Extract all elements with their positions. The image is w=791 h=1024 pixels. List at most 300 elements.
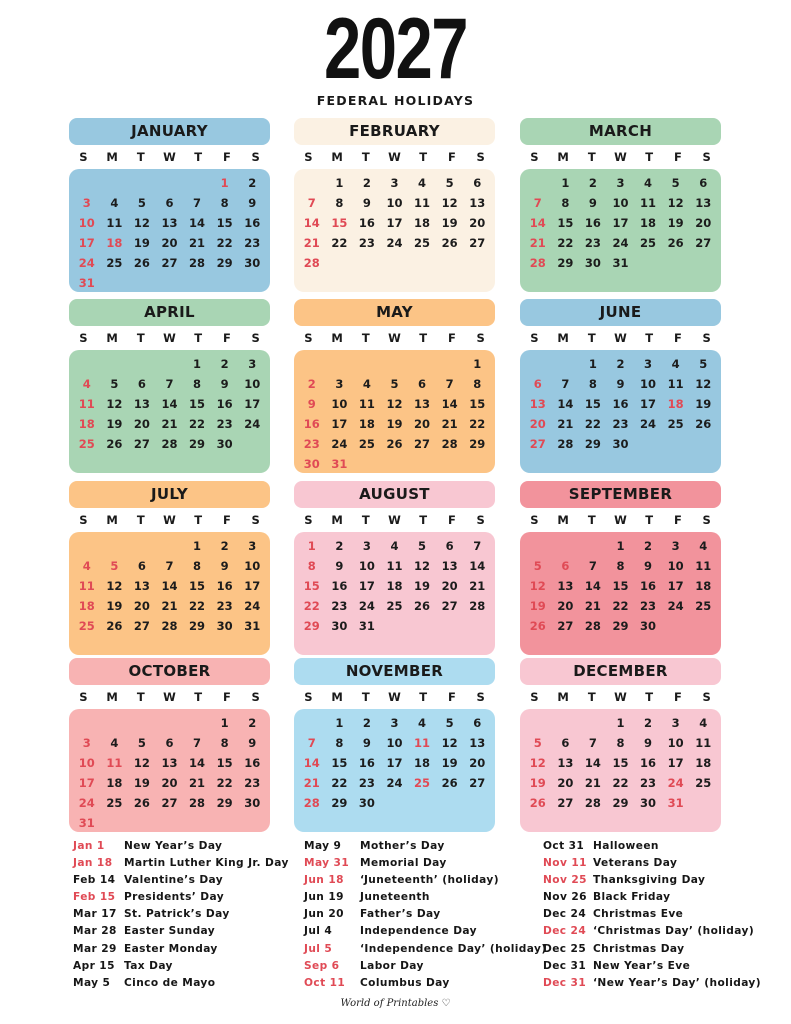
- holiday-row: [73, 889, 289, 906]
- day-cell: 8: [588, 377, 597, 391]
- day-cell-highlighted: 28: [529, 256, 546, 270]
- day-cell-highlighted: 11: [78, 397, 95, 411]
- weekday-label: S: [530, 513, 539, 527]
- day-cell-highlighted: 27: [529, 437, 546, 451]
- day-cell: 4: [390, 539, 399, 553]
- holiday-name: Father’s Day: [360, 908, 441, 921]
- day-cell: 18: [414, 756, 431, 770]
- holiday-row: [304, 906, 547, 923]
- holiday-name: New Year’s Day: [124, 840, 223, 852]
- day-cell: 6: [165, 736, 174, 750]
- holiday-name: Easter Monday: [124, 942, 218, 955]
- day-cell: 20: [695, 216, 712, 230]
- empty-cell: [579, 713, 607, 733]
- day-cell: 25: [667, 417, 684, 431]
- day-cell: 14: [557, 397, 574, 411]
- day-cell-highlighted: 18: [78, 417, 95, 431]
- day-cell: 25: [106, 256, 123, 270]
- day-cell-highlighted: 29: [303, 619, 320, 633]
- day-cell: 22: [612, 776, 629, 790]
- weekday-label: W: [614, 513, 627, 527]
- day-cell: 26: [106, 437, 123, 451]
- day-cell: 1: [193, 357, 202, 371]
- day-cell-highlighted: 5: [110, 559, 119, 573]
- day-cell: 8: [193, 559, 202, 573]
- day-cell: 14: [189, 216, 206, 230]
- day-cell: 26: [441, 776, 458, 790]
- holiday-row: [543, 958, 761, 975]
- weekday-label: F: [673, 690, 682, 704]
- day-cell: 25: [640, 236, 657, 250]
- day-cell: 27: [161, 796, 178, 810]
- day-cell-highlighted: 31: [78, 816, 95, 830]
- month-august: [294, 481, 495, 655]
- month-july: [69, 481, 270, 655]
- holiday-date: Dec 31: [543, 976, 587, 989]
- weekday-label: T: [645, 150, 654, 164]
- weekday-label: M: [557, 331, 569, 345]
- weekday-label: W: [614, 150, 627, 164]
- day-cell: 26: [386, 437, 403, 451]
- day-cell: 1: [193, 539, 202, 553]
- holiday-row: [304, 872, 547, 889]
- day-cell-highlighted: 1: [220, 176, 229, 190]
- weekday-header: [69, 326, 270, 350]
- subtitle: FEDERAL HOLIDAYS: [316, 93, 475, 108]
- holiday-name: Tax Day: [124, 959, 173, 972]
- empty-cell: [183, 173, 211, 193]
- weekday-header: [69, 508, 270, 532]
- holiday-name: Thanksgiving Day: [593, 874, 706, 887]
- empty-cell: [156, 173, 184, 193]
- holiday-date: Mar 28: [73, 925, 117, 938]
- day-cell: 22: [331, 236, 348, 250]
- empty-cell: [552, 354, 580, 374]
- day-cell-highlighted: 25: [414, 776, 431, 790]
- month-days: [520, 532, 721, 655]
- day-cell: 4: [699, 539, 708, 553]
- empty-cell: [408, 354, 436, 374]
- day-cell: 22: [469, 417, 486, 431]
- day-cell: 6: [473, 176, 482, 190]
- weekday-label: F: [222, 150, 231, 164]
- day-cell: 11: [358, 397, 375, 411]
- holiday-date: Jan 1: [73, 840, 105, 852]
- day-cell: 27: [557, 619, 574, 633]
- weekday-label: W: [388, 331, 401, 345]
- day-cell: 18: [695, 756, 712, 770]
- day-cell: 19: [414, 579, 431, 593]
- day-cell: 11: [106, 216, 123, 230]
- weekday-label: S: [304, 690, 313, 704]
- day-cell: 20: [469, 756, 486, 770]
- day-cell: 19: [133, 236, 150, 250]
- day-cell: 1: [616, 716, 625, 730]
- day-cell: 7: [193, 196, 202, 210]
- day-cell-highlighted: 10: [78, 216, 95, 230]
- holiday-date: Jun 18: [304, 874, 344, 887]
- day-cell: 21: [584, 776, 601, 790]
- day-cell: 13: [161, 756, 178, 770]
- day-cell: 7: [445, 377, 454, 391]
- day-cell: 27: [695, 236, 712, 250]
- day-cell: 4: [699, 716, 708, 730]
- holiday-row: [73, 838, 289, 855]
- holiday-name: Easter Sunday: [124, 925, 216, 938]
- day-cell: 24: [386, 776, 403, 790]
- day-cell: 9: [362, 736, 371, 750]
- month-days: [69, 709, 270, 832]
- holiday-name: Valentine’s Day: [124, 874, 224, 887]
- day-cell: 7: [561, 377, 570, 391]
- day-cell-highlighted: 11: [78, 579, 95, 593]
- day-cell: 23: [612, 417, 629, 431]
- day-cell: 16: [640, 579, 657, 593]
- holiday-date: Nov 25: [543, 874, 587, 887]
- day-cell: 21: [469, 579, 486, 593]
- day-cell-highlighted: 19: [529, 599, 546, 613]
- weekday-label: M: [106, 331, 118, 345]
- day-cell-highlighted: 18: [667, 397, 684, 411]
- weekday-label: S: [530, 150, 539, 164]
- day-cell: 6: [137, 559, 146, 573]
- weekday-label: S: [702, 150, 711, 164]
- holiday-date: May 5: [73, 976, 111, 989]
- day-cell: 11: [640, 196, 657, 210]
- month-title: MAY: [294, 299, 495, 326]
- day-cell: 11: [695, 736, 712, 750]
- weekday-label: S: [702, 331, 711, 345]
- holiday-name: Presidents’ Day: [124, 891, 225, 904]
- day-cell-highlighted: 7: [307, 736, 316, 750]
- weekday-label: W: [388, 513, 401, 527]
- weekday-label: T: [361, 513, 370, 527]
- day-cell: 20: [133, 599, 150, 613]
- day-cell: 22: [331, 776, 348, 790]
- weekday-label: S: [251, 513, 260, 527]
- day-cell: 27: [133, 437, 150, 451]
- weekday-header: [520, 145, 721, 169]
- holiday-row: [543, 838, 761, 855]
- day-cell: 8: [335, 196, 344, 210]
- weekday-label: S: [251, 150, 260, 164]
- empty-cell: [183, 713, 211, 733]
- day-cell-highlighted: 13: [529, 397, 546, 411]
- day-cell: 23: [358, 236, 375, 250]
- weekday-label: T: [419, 513, 428, 527]
- day-cell: 11: [386, 559, 403, 573]
- day-cell: 2: [644, 539, 653, 553]
- day-cell: 20: [557, 776, 574, 790]
- day-cell: 23: [584, 236, 601, 250]
- day-cell: 1: [588, 357, 597, 371]
- empty-cell: [353, 354, 381, 374]
- day-cell: 2: [362, 176, 371, 190]
- holiday-name: Independence Day: [360, 925, 477, 938]
- day-cell: 12: [133, 756, 150, 770]
- day-cell: 10: [331, 397, 348, 411]
- weekday-label: W: [163, 513, 176, 527]
- day-cell: 20: [414, 417, 431, 431]
- empty-cell: [524, 536, 552, 556]
- day-cell: 28: [189, 796, 206, 810]
- weekday-label: M: [331, 150, 343, 164]
- weekday-label: M: [331, 690, 343, 704]
- day-cell: 3: [671, 539, 680, 553]
- day-cell: 17: [386, 756, 403, 770]
- holiday-name: Christmas Day: [593, 942, 685, 955]
- weekday-label: S: [530, 690, 539, 704]
- day-cell: 30: [244, 796, 261, 810]
- holiday-name: Martin Luther King Jr. Day: [124, 857, 289, 870]
- day-cell: 24: [244, 599, 261, 613]
- day-cell: 28: [584, 619, 601, 633]
- day-cell: 12: [695, 377, 712, 391]
- day-cell-highlighted: 1: [307, 539, 316, 553]
- day-cell: 27: [469, 776, 486, 790]
- holiday-row: [73, 975, 289, 992]
- day-cell: 22: [584, 417, 601, 431]
- holiday-row: [543, 906, 761, 923]
- weekday-label: T: [136, 331, 145, 345]
- day-cell: 17: [667, 579, 684, 593]
- day-cell: 5: [418, 539, 427, 553]
- day-cell: 11: [695, 559, 712, 573]
- day-cell: 12: [106, 579, 123, 593]
- day-cell: 23: [358, 776, 375, 790]
- day-cell: 16: [216, 579, 233, 593]
- weekday-label: S: [251, 331, 260, 345]
- day-cell: 6: [699, 176, 708, 190]
- empty-cell: [579, 536, 607, 556]
- holiday-date: Jun 19: [304, 891, 344, 904]
- day-cell: 15: [189, 579, 206, 593]
- weekday-header: [520, 685, 721, 709]
- day-cell: 9: [335, 559, 344, 573]
- weekday-header: [294, 508, 495, 532]
- day-cell: 27: [161, 256, 178, 270]
- day-cell: 5: [137, 196, 146, 210]
- day-cell: 30: [216, 437, 233, 451]
- day-cell: 19: [695, 397, 712, 411]
- empty-cell: [73, 713, 101, 733]
- empty-cell: [128, 713, 156, 733]
- day-cell: 21: [189, 776, 206, 790]
- day-cell: 23: [640, 776, 657, 790]
- day-cell: 18: [695, 579, 712, 593]
- day-cell: 28: [441, 437, 458, 451]
- day-cell: 2: [220, 357, 229, 371]
- day-cell: 8: [220, 196, 229, 210]
- day-cell: 4: [418, 716, 427, 730]
- day-cell: 12: [133, 216, 150, 230]
- day-cell: 3: [362, 539, 371, 553]
- holiday-row: [304, 975, 547, 992]
- day-cell: 2: [220, 539, 229, 553]
- day-cell-highlighted: 25: [78, 619, 95, 633]
- day-cell: 19: [106, 417, 123, 431]
- day-cell: 6: [561, 736, 570, 750]
- day-cell: 1: [335, 716, 344, 730]
- day-cell-highlighted: 8: [307, 559, 316, 573]
- day-cell: 29: [612, 796, 629, 810]
- weekday-header: [294, 685, 495, 709]
- day-cell: 10: [244, 559, 261, 573]
- day-cell: 28: [469, 599, 486, 613]
- holiday-row: [73, 906, 289, 923]
- day-cell: 5: [699, 357, 708, 371]
- holiday-column-2: [304, 838, 547, 992]
- day-cell: 29: [612, 619, 629, 633]
- holiday-row: [543, 855, 761, 872]
- day-cell: 8: [561, 196, 570, 210]
- day-cell: 26: [441, 236, 458, 250]
- day-cell: 3: [335, 377, 344, 391]
- day-cell: 5: [110, 377, 119, 391]
- day-cell: 10: [667, 736, 684, 750]
- day-cell: 3: [644, 357, 653, 371]
- day-cell-highlighted: 5: [533, 559, 542, 573]
- day-cell: 6: [445, 539, 454, 553]
- empty-cell: [101, 354, 129, 374]
- day-cell: 8: [616, 559, 625, 573]
- weekday-label: S: [79, 331, 88, 345]
- weekday-label: M: [106, 150, 118, 164]
- day-cell-highlighted: 21: [303, 776, 320, 790]
- day-cell: 19: [441, 756, 458, 770]
- weekday-label: S: [702, 690, 711, 704]
- empty-cell: [128, 536, 156, 556]
- day-cell: 2: [588, 176, 597, 190]
- day-cell: 19: [133, 776, 150, 790]
- holiday-date: Oct 11: [304, 976, 346, 989]
- empty-cell: [552, 536, 580, 556]
- day-cell: 28: [584, 796, 601, 810]
- holiday-date: May 9: [304, 840, 342, 852]
- day-cell: 31: [612, 256, 629, 270]
- month-days: [520, 169, 721, 292]
- holiday-name: New Year’s Eve: [593, 959, 691, 972]
- month-days: [294, 169, 495, 292]
- holiday-column-3: [543, 838, 761, 992]
- day-cell: 25: [106, 796, 123, 810]
- day-cell: 8: [220, 736, 229, 750]
- month-title: NOVEMBER: [294, 658, 495, 685]
- weekday-header: [294, 326, 495, 350]
- weekday-label: F: [447, 150, 456, 164]
- month-march: [520, 118, 721, 292]
- day-cell: 14: [584, 579, 601, 593]
- holiday-date: Jun 20: [304, 908, 344, 921]
- holiday-name: ‘Independence Day’ (holiday): [360, 942, 547, 955]
- day-cell-highlighted: 24: [78, 796, 95, 810]
- day-cell-highlighted: 25: [78, 437, 95, 451]
- weekday-label: M: [557, 690, 569, 704]
- day-cell: 27: [469, 236, 486, 250]
- day-cell: 25: [414, 236, 431, 250]
- day-cell: 16: [584, 216, 601, 230]
- holiday-date: May 31: [304, 857, 350, 870]
- day-cell: 22: [216, 236, 233, 250]
- day-cell: 25: [386, 599, 403, 613]
- day-cell-highlighted: 31: [331, 457, 348, 471]
- holiday-name: Cinco de Mayo: [124, 976, 216, 989]
- empty-cell: [156, 713, 184, 733]
- month-title: MARCH: [520, 118, 721, 145]
- month-days: [69, 532, 270, 655]
- day-cell: 23: [216, 599, 233, 613]
- weekday-label: M: [557, 513, 569, 527]
- day-cell: 30: [244, 256, 261, 270]
- day-cell: 16: [244, 216, 261, 230]
- day-cell: 9: [644, 559, 653, 573]
- day-cell-highlighted: 23: [303, 437, 320, 451]
- holiday-row: [73, 855, 289, 872]
- day-cell: 29: [331, 796, 348, 810]
- day-cell: 20: [441, 579, 458, 593]
- weekday-label: T: [645, 690, 654, 704]
- day-cell: 30: [640, 796, 657, 810]
- weekday-label: F: [673, 513, 682, 527]
- empty-cell: [101, 536, 129, 556]
- empty-cell: [73, 173, 101, 193]
- holiday-row: [73, 941, 289, 958]
- holiday-name: ‘New Year’s Day’ (holiday): [593, 976, 761, 989]
- day-cell: 29: [469, 437, 486, 451]
- day-cell: 29: [189, 619, 206, 633]
- empty-cell: [73, 354, 101, 374]
- day-cell: 1: [335, 176, 344, 190]
- day-cell: 22: [557, 236, 574, 250]
- day-cell: 19: [441, 216, 458, 230]
- month-title: OCTOBER: [69, 658, 270, 685]
- day-cell: 29: [189, 437, 206, 451]
- month-april: [69, 299, 270, 473]
- day-cell: 10: [667, 559, 684, 573]
- month-days: [294, 350, 495, 473]
- day-cell: 3: [248, 357, 257, 371]
- day-cell-highlighted: 19: [529, 776, 546, 790]
- day-cell-highlighted: 15: [303, 579, 320, 593]
- day-cell: 15: [469, 397, 486, 411]
- holiday-name: Black Friday: [593, 891, 671, 904]
- empty-cell: [101, 173, 129, 193]
- weekday-label: T: [419, 150, 428, 164]
- brand-logo: World of Printables ♡: [340, 998, 451, 1009]
- day-cell: 3: [616, 176, 625, 190]
- day-cell: 12: [441, 736, 458, 750]
- day-cell: 26: [133, 256, 150, 270]
- day-cell: 15: [612, 579, 629, 593]
- day-cell: 24: [386, 236, 403, 250]
- holiday-date: Feb 15: [73, 891, 116, 904]
- holiday-row: [543, 872, 761, 889]
- weekday-header: [69, 685, 270, 709]
- day-cell: 16: [358, 756, 375, 770]
- holiday-row: [304, 923, 547, 940]
- day-cell: 30: [216, 619, 233, 633]
- day-cell: 26: [106, 619, 123, 633]
- day-cell-highlighted: 4: [82, 559, 91, 573]
- weekday-label: S: [476, 690, 485, 704]
- weekday-header: [69, 145, 270, 169]
- day-cell: 14: [584, 756, 601, 770]
- holiday-date: Apr 15: [73, 959, 115, 972]
- holiday-date: Jan 18: [73, 857, 113, 870]
- holiday-date: Dec 31: [543, 959, 587, 972]
- holiday-date: Mar 29: [73, 942, 117, 955]
- empty-cell: [73, 536, 101, 556]
